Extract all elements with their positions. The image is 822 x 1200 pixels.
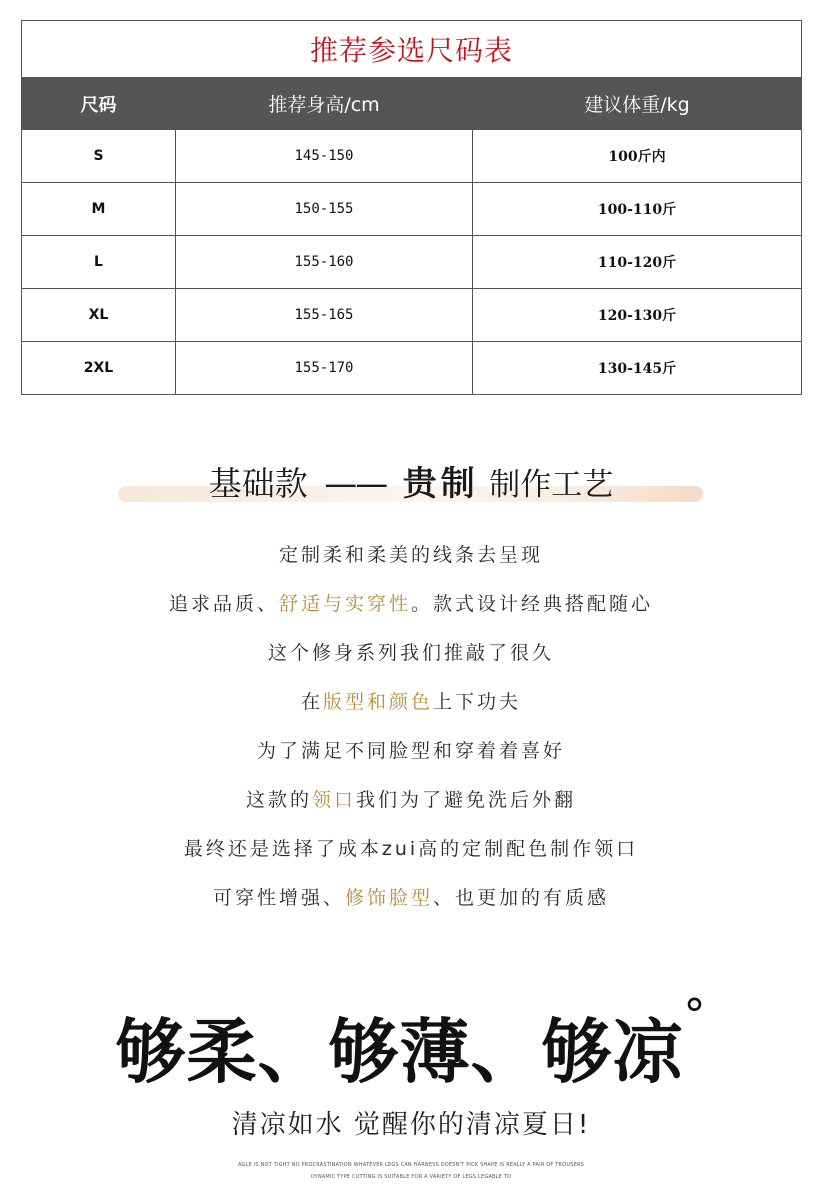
fine-print-line-1: AGLE IS NOT TIGHT NO PROCRASTINATION WHATEVER LEGS CAN HARNESS DOESN'T PICK SHAPE IS REALLY A PAIR OF TROUSERS: [237, 1162, 584, 1168]
craft-heading-emphasis: 贵制: [402, 464, 479, 504]
description-text: 为了满足不同脸型和穿着着喜好: [256, 740, 565, 762]
header-weight: 建议体重/kg: [473, 78, 802, 130]
size-cell: XL: [22, 289, 176, 342]
header-height: 推荐身高/cm: [176, 78, 473, 130]
slogan-headline: [0, 990, 822, 1097]
height-cell: 155-170: [176, 342, 473, 395]
description-line-3: [0, 638, 822, 665]
size-table-title: 推荐参选尺码表: [22, 21, 802, 78]
description-text: 这个修身系列我们推敲了很久: [267, 642, 554, 664]
craft-heading-suffix: 制作工艺: [489, 467, 614, 503]
description-line-2: [0, 589, 822, 616]
height-cell: 145-150: [176, 130, 473, 183]
description-text: 追求品质、: [168, 593, 279, 615]
description-line-7: [0, 834, 822, 861]
description-highlight: 领口: [311, 789, 356, 811]
craft-heading: [0, 456, 822, 505]
size-cell: 2XL: [22, 342, 176, 395]
weight-cell: 130-145斤: [473, 342, 802, 395]
size-cell: L: [22, 236, 176, 289]
table-row: [22, 130, 802, 183]
weight-cell: 100-110斤: [473, 183, 802, 236]
description-line-6: [0, 785, 822, 812]
height-cell: 150-155: [176, 183, 473, 236]
description-text: 这款的: [245, 789, 312, 811]
slogan-subtitle: 清凉如水 觉醒你的清凉夏日!: [231, 1110, 591, 1140]
description-text: 上下功夫: [433, 691, 522, 713]
fine-print-line-2: DYNAMIC TYPE CUTTING IS SUITABLE FOR A VARIETY OF LEGS LEGABLE TO: [310, 1174, 512, 1180]
degree-symbol: °: [683, 990, 707, 1041]
description-line-5: [0, 736, 822, 763]
height-cell: 155-165: [176, 289, 473, 342]
description-line-8: [0, 883, 822, 910]
description-line-4: [0, 687, 822, 714]
size-table-header: [22, 78, 802, 130]
description-text: 定制柔和柔美的线条去呈现: [278, 544, 543, 566]
description-text: 可穿性增强、: [212, 887, 345, 909]
table-row: [22, 183, 802, 236]
weight-cell: 120-130斤: [473, 289, 802, 342]
description-highlight: 版型和颜色: [322, 691, 433, 713]
craft-heading-dash: ——: [324, 464, 387, 503]
table-row: [22, 289, 802, 342]
description-highlight: 舒适与实穿性: [278, 593, 411, 615]
description-line-1: [0, 540, 822, 567]
description-highlight: 修饰脸型: [344, 887, 433, 909]
description-text: 在: [300, 691, 323, 713]
height-cell: 155-160: [176, 236, 473, 289]
table-row: [22, 342, 802, 395]
description-text: 我们为了避免洗后外翻: [356, 789, 577, 811]
description-text: 最终还是选择了成本zui高的定制配色制作领口: [183, 838, 639, 860]
slogan-main: 够柔、够薄、够凉: [115, 1011, 684, 1093]
size-cell: S: [22, 130, 176, 183]
craft-heading-prefix: 基础款: [208, 464, 308, 503]
header-size: 尺码: [22, 78, 176, 130]
description-text: 、也更加的有质感: [433, 887, 610, 909]
size-table: [21, 20, 802, 395]
size-cell: M: [22, 183, 176, 236]
table-row: [22, 236, 802, 289]
weight-cell: 100斤内: [473, 130, 802, 183]
description-text: 。款式设计经典搭配随心: [411, 593, 654, 615]
weight-cell: 110-120斤: [473, 236, 802, 289]
